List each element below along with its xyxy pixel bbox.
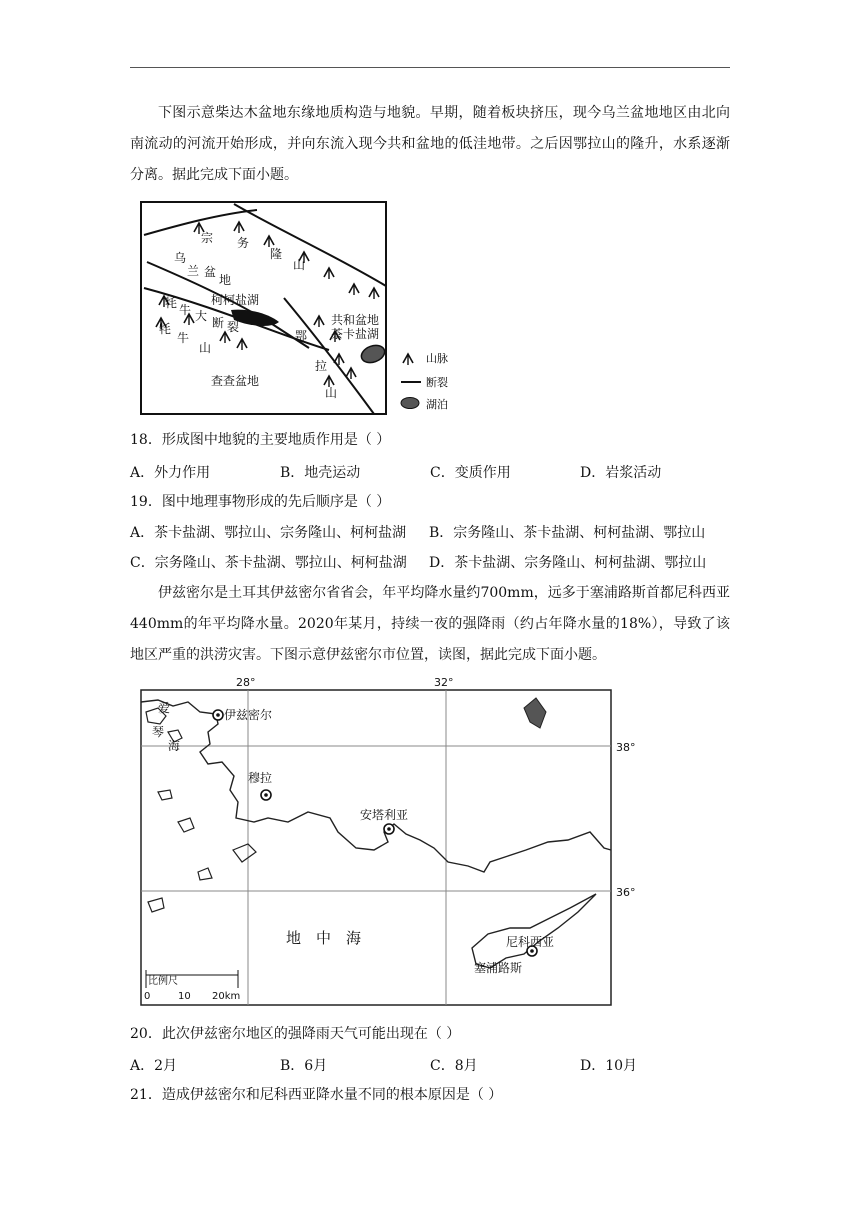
map-label: 裂 xyxy=(227,320,240,334)
map-label: 鄂 xyxy=(295,329,308,343)
map-label: 穆拉 xyxy=(248,771,273,785)
map-label: 36° xyxy=(616,886,636,899)
map-label: 牦 xyxy=(159,322,172,336)
map-label: 茶卡盐湖 xyxy=(331,327,380,341)
q18-option-c[interactable]: C．变质作用 xyxy=(430,465,511,481)
map-label: 塞浦路斯 xyxy=(474,961,523,975)
q19-option-a[interactable]: A．茶卡盐湖、鄂拉山、宗务隆山、柯柯盐湖 xyxy=(130,525,407,541)
map-label: 牛 xyxy=(177,331,190,345)
map-label: 隆 xyxy=(270,247,283,261)
map-label: 柯柯盐湖 xyxy=(211,293,260,307)
q19-option-c[interactable]: C．宗务隆山、茶卡盐湖、鄂拉山、柯柯盐湖 xyxy=(130,555,407,571)
map-label: 山脉 xyxy=(426,352,448,365)
map-label: 查查盆地 xyxy=(211,374,260,388)
q18-option-b[interactable]: B．地壳运动 xyxy=(280,465,361,481)
map-label: 10 xyxy=(178,991,191,1002)
q20-option-d[interactable]: D．10月 xyxy=(580,1058,638,1074)
map-label: 宗 xyxy=(201,231,214,245)
q20-stem: 20．此次伊兹密尔地区的强降雨天气可能出现在（ ） xyxy=(130,1026,461,1042)
q18-option-a[interactable]: A．外力作用 xyxy=(130,465,211,481)
map-label: 比例尺 xyxy=(148,976,178,987)
map-label: 兰 xyxy=(187,264,200,278)
map-label: 山 xyxy=(325,386,338,400)
geologic-map xyxy=(139,200,449,418)
map-label: 务 xyxy=(237,236,250,250)
intro-paragraph-1: 下图示意柴达木盆地东缘地质构造与地貌。早期，随着板块挤压，现今乌兰盆地地区由北向南流动的河流开始形成，并向东流入现今共和盆地的低洼地带。之后因鄂拉山的隆升，水系逐渐分离。据此完成下面小题。 xyxy=(130,105,730,183)
map-label: 尼科西亚 xyxy=(506,935,555,949)
map-label: 牦 xyxy=(165,296,178,310)
map-label: 大 xyxy=(195,309,208,323)
map-label: 地 中 海 xyxy=(286,929,362,947)
header-rule xyxy=(130,67,730,68)
map-label: 断 xyxy=(212,316,225,330)
map-label: 28° xyxy=(236,676,256,689)
map-label: 爱 xyxy=(158,701,171,715)
q20-option-c[interactable]: C．8月 xyxy=(430,1058,478,1074)
map-label: 牛 xyxy=(179,303,192,317)
map-label: 32° xyxy=(434,676,454,689)
map-label: 0 xyxy=(144,991,151,1002)
map-label: 琴 xyxy=(152,725,165,739)
map-label: 湖泊 xyxy=(426,398,448,411)
map-label: 盆 xyxy=(204,265,217,279)
izmir-location-map xyxy=(138,672,648,1012)
map-label: 山 xyxy=(293,258,306,272)
map-label: 乌 xyxy=(174,251,187,265)
q20-option-a[interactable]: A．2月 xyxy=(130,1058,178,1074)
map-label: 伊兹密尔 xyxy=(224,708,273,722)
map-label: 20km xyxy=(212,991,241,1002)
map-label: 海 xyxy=(168,739,181,753)
map-label: 山 xyxy=(199,341,212,355)
map-label: 断裂 xyxy=(426,376,448,389)
q18-stem: 18．形成图中地貌的主要地质作用是（ ） xyxy=(130,432,391,448)
q20-option-b[interactable]: B．6月 xyxy=(280,1058,328,1074)
intro-paragraph-2: 伊兹密尔是土耳其伊兹密尔省省会，年平均降水量约700mm，远多于塞浦路斯首都尼科西亚440mm的年平均降水量。2020年某月，持续一夜的强降雨（约占年降水量的18%），导致了该地区严重的洪涝灾害。下图示意伊兹密尔市位置，读图，据此完成下面小题。 xyxy=(130,585,730,663)
map-label: 拉 xyxy=(315,359,328,373)
q19-option-d[interactable]: D．茶卡盐湖、宗务隆山、柯柯盐湖、鄂拉山 xyxy=(429,555,707,571)
q18-option-d[interactable]: D．岩浆活动 xyxy=(580,465,662,481)
map-label: 共和盆地 xyxy=(331,313,380,327)
q21-stem: 21．造成伊兹密尔和尼科西亚降水量不同的根本原因是（ ） xyxy=(130,1087,503,1103)
map-label: 38° xyxy=(616,741,636,754)
q19-option-b[interactable]: B．宗务隆山、茶卡盐湖、柯柯盐湖、鄂拉山 xyxy=(429,525,706,541)
map-label: 地 xyxy=(219,273,232,287)
map-label: 安塔利亚 xyxy=(360,808,409,822)
q19-stem: 19．图中地理事物形成的先后顺序是（ ） xyxy=(130,494,391,510)
